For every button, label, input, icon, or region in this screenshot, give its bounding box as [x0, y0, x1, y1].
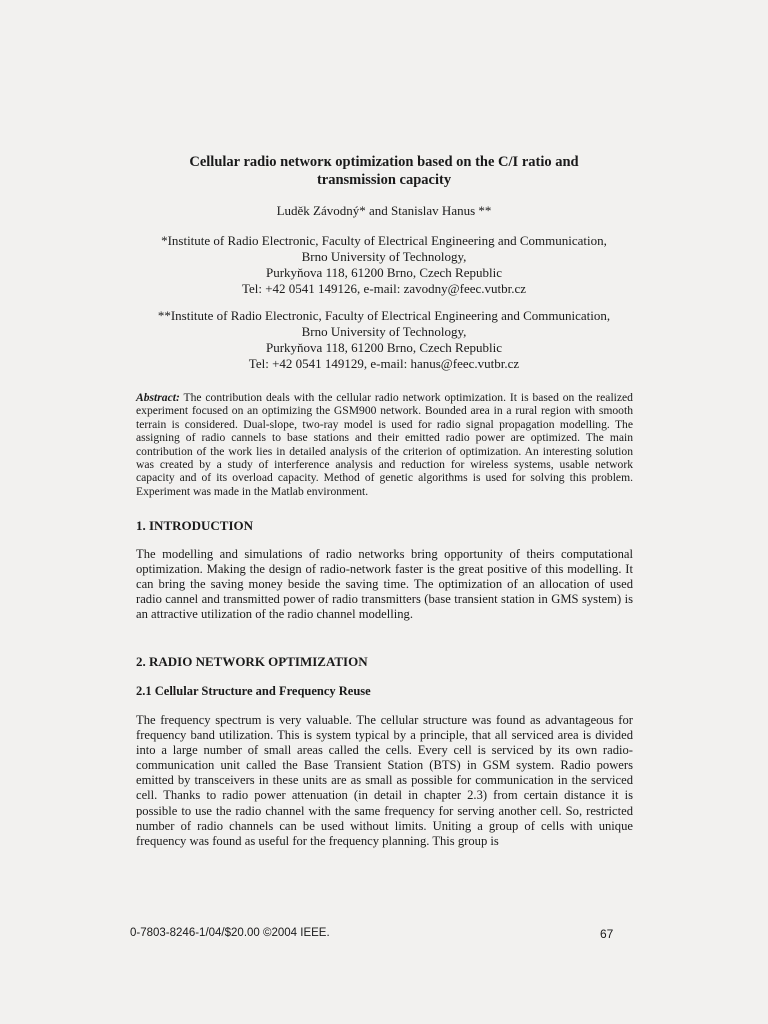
affiliation-1 — [0, 233, 768, 297]
abstract-label: Abstract: — [136, 391, 180, 404]
abstract — [136, 391, 633, 498]
affiliation-line: **Institute of Radio Electronic, Faculty of Electrical Engineering and Communication, — [157, 308, 611, 323]
paper-title — [0, 153, 768, 189]
page-number: 67 — [600, 927, 614, 941]
author-list: Luděk Závodný* and Stanislav Hanus ** — [276, 203, 492, 218]
affiliation-line: Purkyňova 118, 61200 Brno, Czech Republic — [265, 265, 502, 280]
title-line-2: transmission capacity — [316, 172, 452, 188]
copyright-notice: 0-7803-8246-1/04/$20.00 ©2004 IEEE. — [130, 927, 330, 939]
abstract-text: The contribution deals with the cellular radio network optimization. It is based on the realized experiment focused on an optimizing the GSM900 network. Bounded area in a rural region with smooth terrain is considered. Dual-slope, two-ray model is used for radio signal propagation modelling. The assigning of radio cannels to base stations and their emitted radio power are optimized. The main contribution of the work lies in detailed analysis of the criterion of optimization. An interesting solution was created by a study of interference analysis and reduction for wireless systems, usable network capacity and of its overload capacity. Method of genetic algorithms is used for solving this problem. Experiment was made in the Matlab environment. — [136, 391, 633, 498]
affiliation-line: Purkyňova 118, 61200 Brno, Czech Republic — [265, 340, 502, 355]
frequency-paragraph: The frequency spectrum is very valuable. The cellular structure was found as advantageous for frequency band utilization. This is system typical by a principle, that all serviced area is divided into a large number of small areas called the cells. Every cell is serviced by its own radio-communication unit called the Base Transient Station (BTS) in GSM system. Radio powers emitted by transceivers in these units are as small as possible for communication in the serviced cell. Thanks to radio power attenuation (in detail in chapter 2.3) from certain distance it is possible to use the radio channel with the same frequency for serving another cell. So, restricted number of radio channels can be used without limits. Uniting a group of cells with unique frequency was found as useful for the frequency planning. This group is — [136, 713, 633, 848]
title-line-1: Cellular radio networĸ optimization based on the C/I ratio and — [189, 154, 579, 170]
affiliation-line: *Institute of Radio Electronic, Faculty of Electrical Engineering and Communication, — [161, 233, 607, 248]
affiliation-line: Brno University of Technology, — [301, 249, 467, 264]
affiliation-line: Tel: +42 0541 149126, e-mail: zavodny@feec.vutbr.cz — [241, 281, 527, 296]
section-heading-radio-network: 2. RADIO NETWORK OPTIMIZATION — [136, 654, 368, 669]
affiliation-line: Tel: +42 0541 149129, e-mail: hanus@feec.vutbr.cz — [248, 356, 520, 371]
affiliation-2 — [0, 308, 768, 372]
section-heading-introduction: 1. INTRODUCTION — [136, 518, 254, 533]
subsection-heading-cellular: 2.1 Cellular Structure and Frequency Reuse — [136, 684, 371, 698]
introduction-paragraph: The modelling and simulations of radio networks bring opportunity of theirs computational optimization. Making the design of radio-network faster is the great positive of this modelling. It can bring the saving money beside the saving time. The optimization of an allocation of used radio cannel and transmitted power of radio transmitters (base transient station in GMS system) is an attractive utilization of the radio channel modelling. — [136, 547, 633, 622]
affiliation-line: Brno University of Technology, — [301, 324, 467, 339]
